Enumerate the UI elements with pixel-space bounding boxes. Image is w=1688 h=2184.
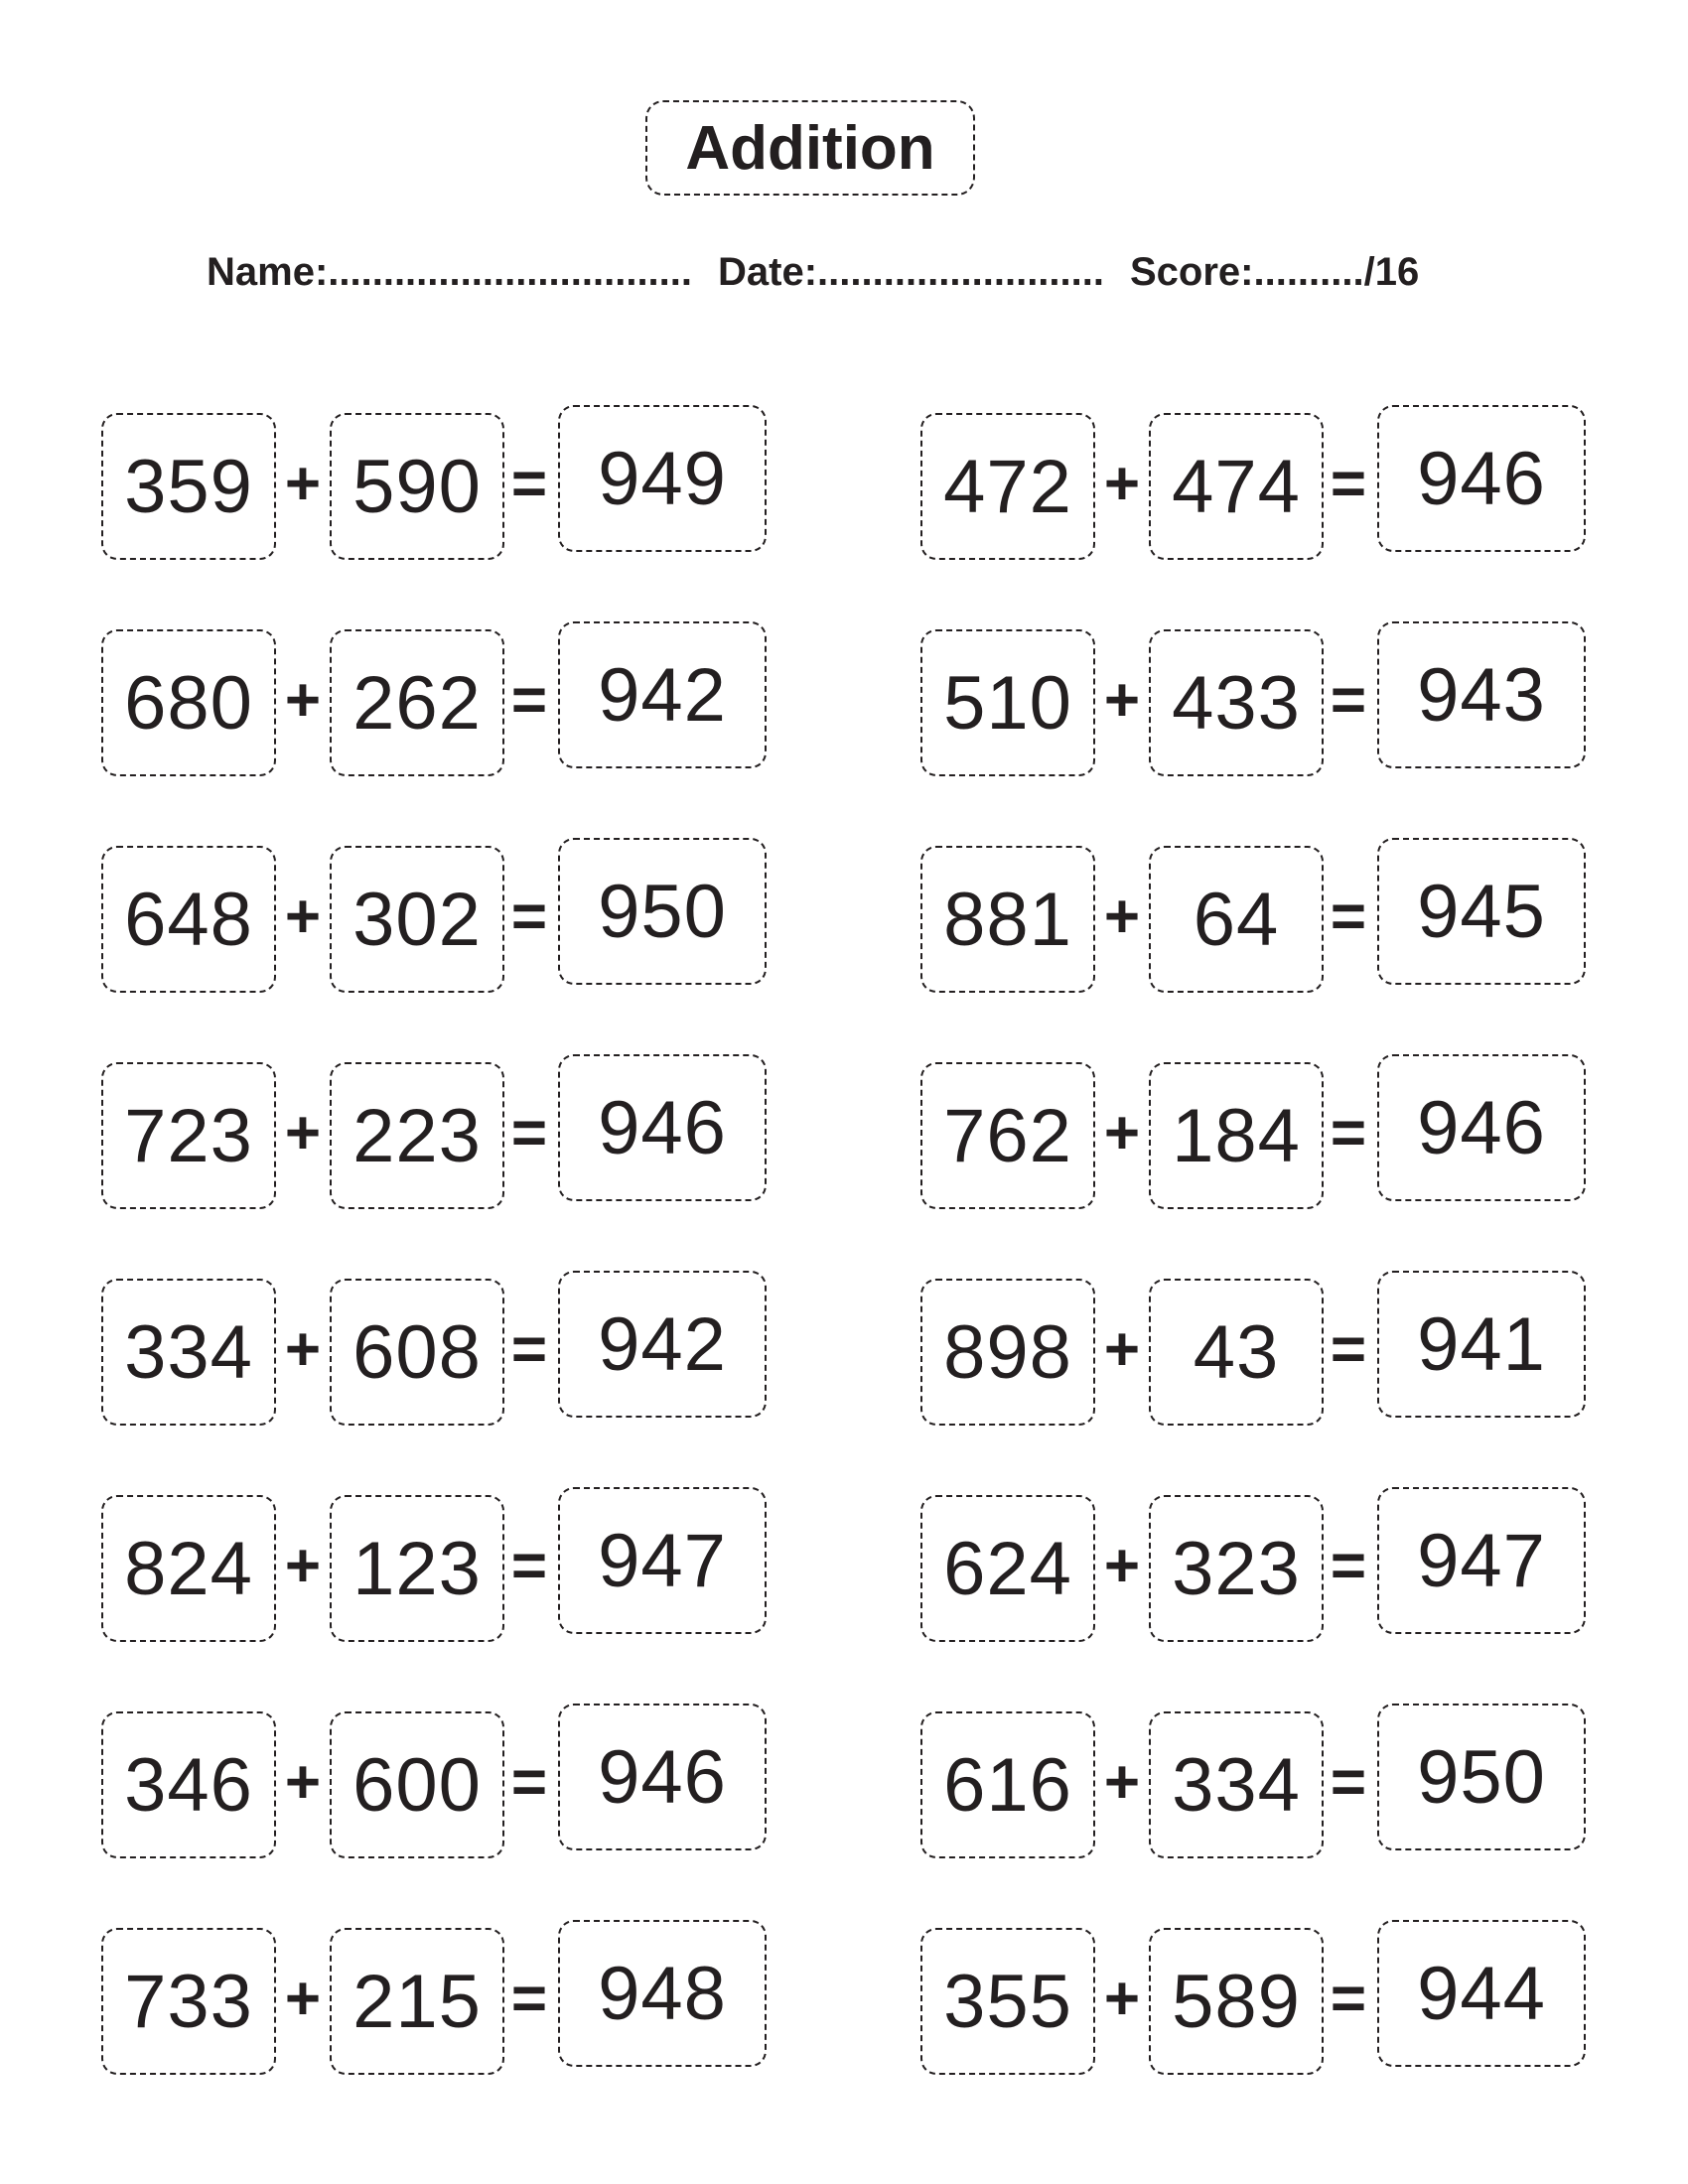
sum-result: 946 <box>558 1054 767 1201</box>
addend-b: 302 <box>330 846 504 993</box>
addend-b: 600 <box>330 1711 504 1858</box>
sum-result: 946 <box>1377 405 1586 552</box>
sum-result: 945 <box>1377 838 1586 985</box>
addend-b: 215 <box>330 1928 504 2075</box>
problem-12 <box>920 1489 1616 1638</box>
problem-1 <box>101 407 796 556</box>
plus-sign: + <box>284 883 322 951</box>
equals-sign: = <box>510 1099 548 1167</box>
addend-b: 433 <box>1149 629 1324 776</box>
addend-a: 510 <box>920 629 1095 776</box>
addend-a: 355 <box>920 1928 1095 2075</box>
addend-b: 323 <box>1149 1495 1324 1642</box>
plus-sign: + <box>1103 1315 1141 1384</box>
addend-a: 881 <box>920 846 1095 993</box>
problem-13 <box>101 1706 796 1854</box>
plus-sign: + <box>284 1748 322 1817</box>
sum-result: 946 <box>558 1704 767 1850</box>
equals-sign: = <box>510 883 548 951</box>
addend-a: 898 <box>920 1279 1095 1426</box>
addend-a: 648 <box>101 846 276 993</box>
equals-sign: = <box>510 666 548 735</box>
problem-7 <box>101 1056 796 1205</box>
sum-result: 943 <box>1377 621 1586 768</box>
equals-sign: = <box>1330 666 1367 735</box>
equals-sign: = <box>1330 1315 1367 1384</box>
sum-result: 947 <box>1377 1487 1586 1634</box>
plus-sign: + <box>1103 450 1141 518</box>
plus-sign: + <box>1103 1532 1141 1600</box>
sum-result: 950 <box>1377 1704 1586 1850</box>
addend-b: 474 <box>1149 413 1324 560</box>
name-field: Name:................................. <box>207 250 693 294</box>
sum-result: 950 <box>558 838 767 985</box>
addend-b: 123 <box>330 1495 504 1642</box>
sum-result: 942 <box>558 1271 767 1418</box>
sum-result: 941 <box>1377 1271 1586 1418</box>
plus-sign: + <box>284 450 322 518</box>
problem-4 <box>920 623 1616 772</box>
addend-a: 334 <box>101 1279 276 1426</box>
equals-sign: = <box>510 1748 548 1817</box>
addend-b: 64 <box>1149 846 1324 993</box>
addend-a: 624 <box>920 1495 1095 1642</box>
info-line <box>207 250 1497 295</box>
equals-sign: = <box>1330 1965 1367 2033</box>
addend-b: 43 <box>1149 1279 1324 1426</box>
worksheet-title: Addition <box>645 100 975 196</box>
plus-sign: + <box>1103 1748 1141 1817</box>
addend-a: 680 <box>101 629 276 776</box>
problem-6 <box>920 840 1616 989</box>
problem-16 <box>920 1922 1616 2071</box>
problem-5 <box>101 840 796 989</box>
plus-sign: + <box>284 1315 322 1384</box>
problem-15 <box>101 1922 796 2071</box>
plus-sign: + <box>1103 1099 1141 1167</box>
plus-sign: + <box>1103 883 1141 951</box>
addend-a: 616 <box>920 1711 1095 1858</box>
sum-result: 947 <box>558 1487 767 1634</box>
equals-sign: = <box>1330 1099 1367 1167</box>
plus-sign: + <box>1103 666 1141 735</box>
plus-sign: + <box>284 666 322 735</box>
problem-2 <box>920 407 1616 556</box>
sum-result: 946 <box>1377 1054 1586 1201</box>
addend-b: 184 <box>1149 1062 1324 1209</box>
addend-a: 762 <box>920 1062 1095 1209</box>
equals-sign: = <box>1330 1748 1367 1817</box>
addend-a: 824 <box>101 1495 276 1642</box>
equals-sign: = <box>1330 883 1367 951</box>
addend-b: 608 <box>330 1279 504 1426</box>
problem-10 <box>920 1273 1616 1422</box>
score-field: Score:........../16 <box>1129 250 1420 294</box>
problem-3 <box>101 623 796 772</box>
equals-sign: = <box>1330 450 1367 518</box>
problem-14 <box>920 1706 1616 1854</box>
sum-result: 942 <box>558 621 767 768</box>
date-field: Date:.......................... <box>718 250 1104 294</box>
addend-b: 589 <box>1149 1928 1324 2075</box>
plus-sign: + <box>284 1965 322 2033</box>
sum-result: 944 <box>1377 1920 1586 2067</box>
addend-a: 472 <box>920 413 1095 560</box>
addend-b: 590 <box>330 413 504 560</box>
problem-8 <box>920 1056 1616 1205</box>
equals-sign: = <box>1330 1532 1367 1600</box>
addend-a: 346 <box>101 1711 276 1858</box>
problem-9 <box>101 1273 796 1422</box>
addend-a: 733 <box>101 1928 276 2075</box>
addend-a: 723 <box>101 1062 276 1209</box>
addend-b: 262 <box>330 629 504 776</box>
plus-sign: + <box>1103 1965 1141 2033</box>
equals-sign: = <box>510 450 548 518</box>
addend-a: 359 <box>101 413 276 560</box>
plus-sign: + <box>284 1099 322 1167</box>
problem-11 <box>101 1489 796 1638</box>
equals-sign: = <box>510 1532 548 1600</box>
equals-sign: = <box>510 1315 548 1384</box>
sum-result: 949 <box>558 405 767 552</box>
plus-sign: + <box>284 1532 322 1600</box>
sum-result: 948 <box>558 1920 767 2067</box>
equals-sign: = <box>510 1965 548 2033</box>
addend-b: 223 <box>330 1062 504 1209</box>
addend-b: 334 <box>1149 1711 1324 1858</box>
